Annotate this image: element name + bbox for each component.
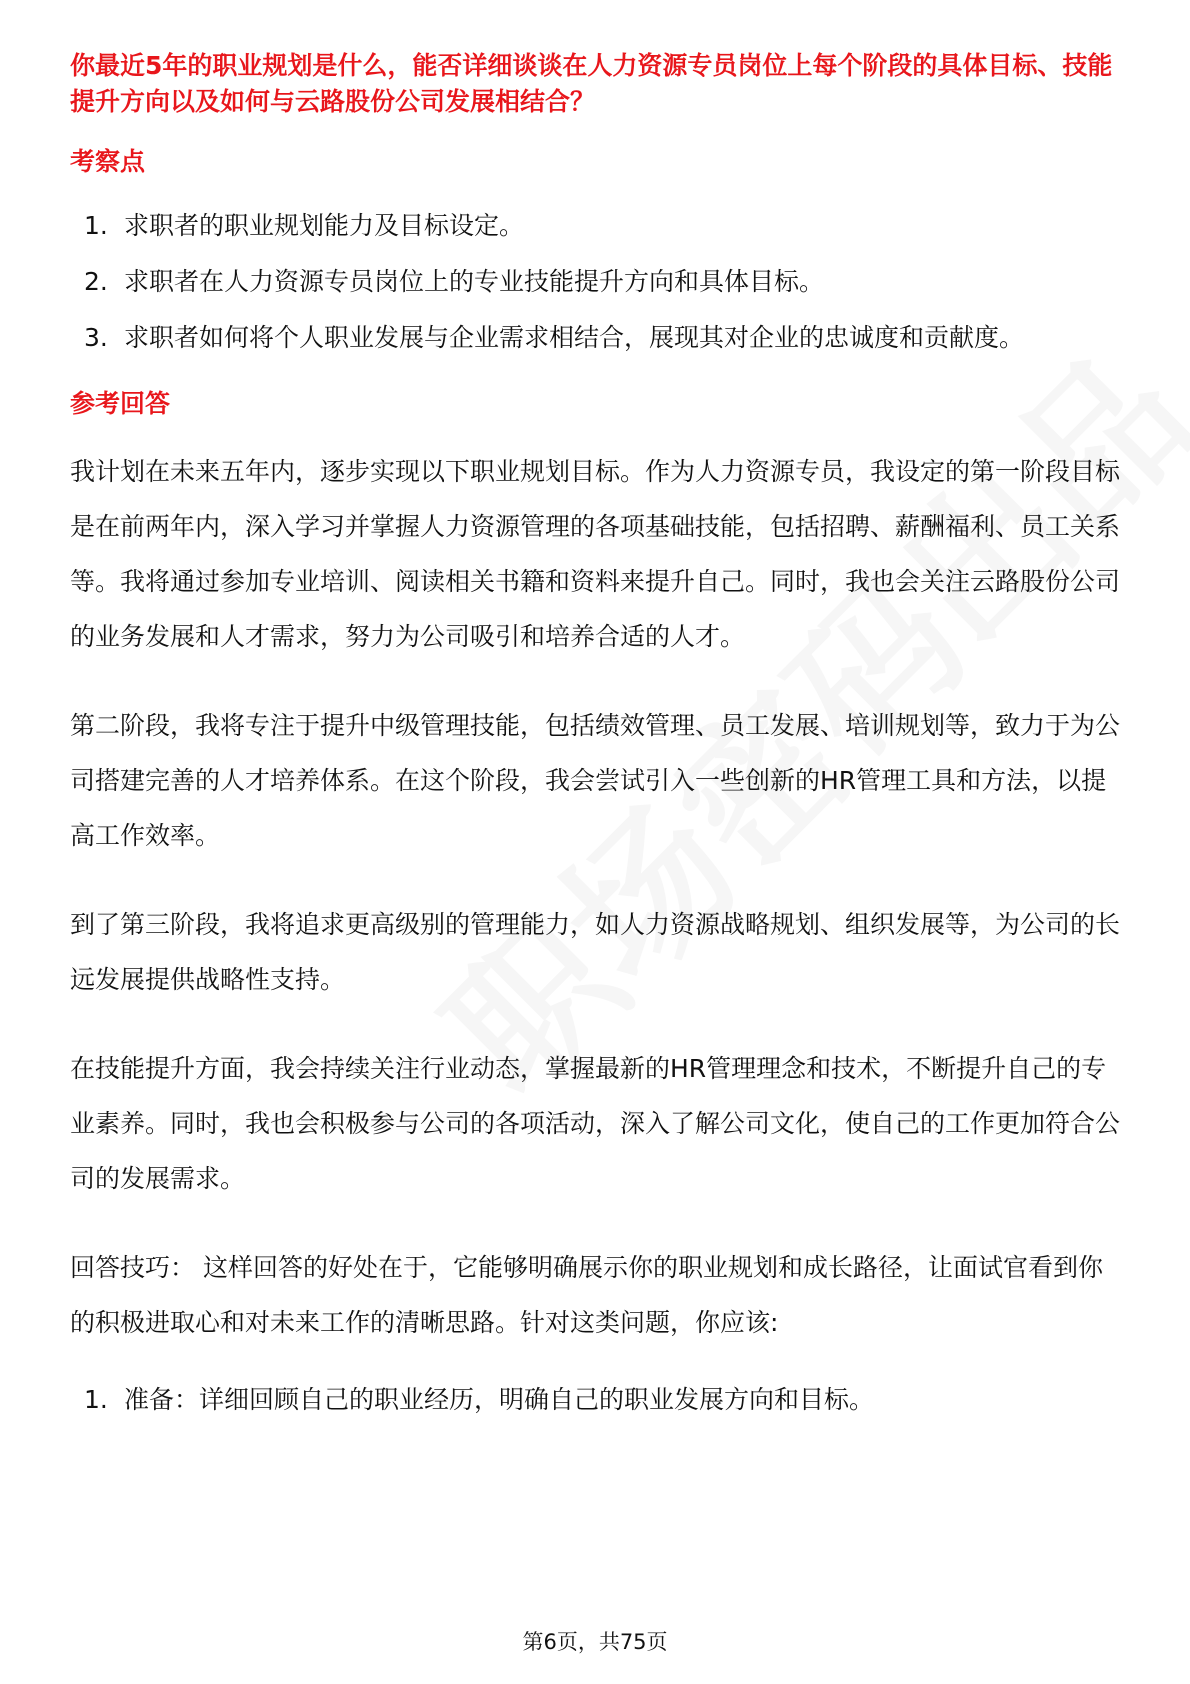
list-number: 1. (84, 1385, 108, 1414)
list-number: 3. (84, 323, 108, 352)
reference-answer-title: 参考回答 (70, 389, 171, 418)
list-item (70, 312, 1120, 364)
list-item (70, 1374, 1120, 1426)
answer-tip-paragraph: 回答技巧： 这样回答的好处在于，它能够明确展示你的职业规划和成长路径，让面试官看到你的积极进取心和对未来工作的清晰思路。针对这类问题，你应该: (70, 1253, 1103, 1337)
exam-points-list (70, 200, 1120, 364)
answer-paragraph: 在技能提升方面，我会持续关注行业动态，掌握最新的HR管理理念和技术，不断提升自己的专业素养。同时，我也会积极参与公司的各项活动，深入了解公司文化，使自己的工作更加符合公司的发展需求。 (70, 1054, 1121, 1193)
list-text: 求职者在人力资源专员岗位上的专业技能提升方向和具体目标。 (124, 267, 825, 296)
exam-points-title: 考察点 (70, 147, 146, 176)
list-item (70, 256, 1120, 308)
list-number: 2. (84, 267, 108, 296)
page-footer: 第6页，共75页 (522, 1630, 668, 1654)
question-heading: 你最近5年的职业规划是什么，能否详细谈谈在人力资源专员岗位上每个阶段的具体目标、技能提升方向以及如何与云路股份公司发展相结合？ (70, 51, 1113, 116)
list-text: 准备：详细回顾自己的职业经历，明确自己的职业发展方向和目标。 (124, 1385, 875, 1414)
tips-list (70, 1374, 1120, 1426)
list-text: 求职者如何将个人职业发展与企业需求相结合，展现其对企业的忠诚度和贡献度。 (124, 323, 1025, 352)
list-text: 求职者的职业规划能力及目标设定。 (124, 211, 525, 240)
answer-paragraph: 到了第三阶段，我将追求更高级别的管理能力，如人力资源战略规划、组织发展等，为公司的长远发展提供战略性支持。 (70, 910, 1121, 994)
answer-paragraph: 第二阶段，我将专注于提升中级管理技能，包括绩效管理、员工发展、培训规划等，致力于为公司搭建完善的人才培养体系。在这个阶段，我会尝试引入一些创新的HR管理工具和方法，以提高工作效率。 (70, 711, 1121, 850)
list-item (70, 200, 1120, 252)
list-number: 1. (84, 211, 108, 240)
answer-paragraph: 我计划在未来五年内，逐步实现以下职业规划目标。作为人力资源专员，我设定的第一阶段目标是在前两年内，深入学习并掌握人力资源管理的各项基础技能，包括招聘、薪酬福利、员工关系等。我将通过参加专业培训、阅读相关书籍和资料来提升自己。同时，我也会关注云路股份公司的业务发展和人才需求，努力为公司吸引和培养合适的人才。 (70, 457, 1121, 651)
document-page (70, 48, 1120, 1430)
